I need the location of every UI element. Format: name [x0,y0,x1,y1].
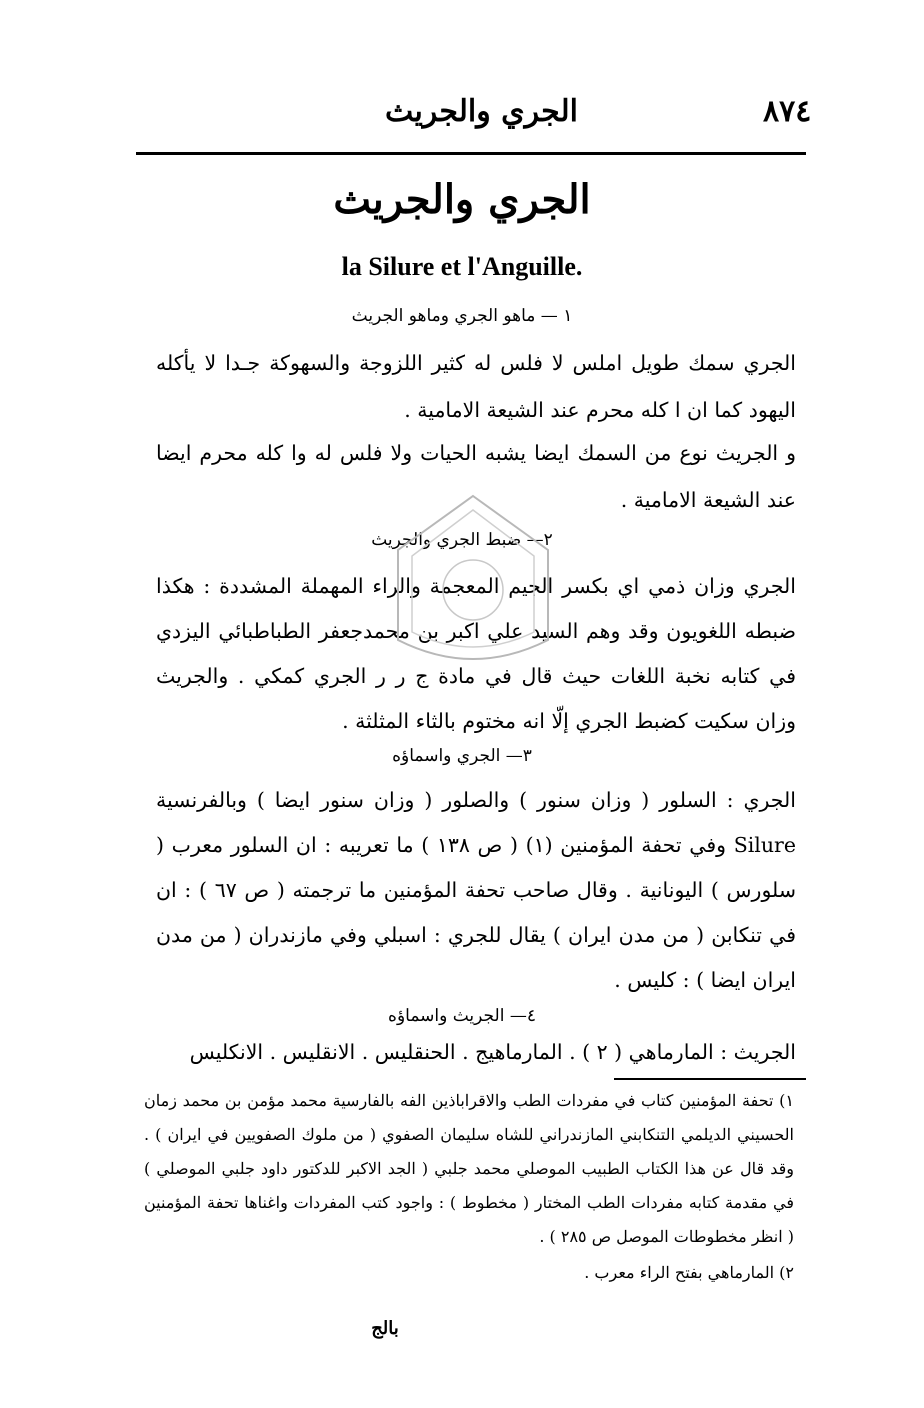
footnote-1: ١) تحفة المؤمنين كتاب في مفردات الطب والاقراباذين الفه بالفارسية محمد مؤمن بن محمد زمان الحسيني الديلمي التنكابني المازندراني للشاه سليمان الصفوي ( من ملوك الصفويين في ايران ) . وقد قال عن هذا الكتاب الطبيب الموصلي محمد جلبي ( الجد الاكبر للدكتور داود جلبي الموصلي ) في مقدمة كتابه مفردات الطب المختار ( مخطوط ) : واجود كتب المفردات واغناها تحفة المؤمنين ( انظر مخطوطات الموصل ص ٢٨٥ ) . [144,1091,794,1246]
library-stamp-watermark [388,490,558,680]
section-4-paragraph: الجريث : المارماهي ( ٢ ) . المارماهيج . الحنقليس . الانقليس . الانكليس [189,1040,796,1064]
footnote-2: ٢) المارماهي بفتح الراء معرب . [584,1263,794,1282]
article-title-arabic: الجري والجريث [333,176,591,223]
section-4-heading: ٤— الجريث واسماؤه [388,1006,536,1026]
page-number: ٨٧٤ [763,94,812,129]
page-signature-mark: بالج [371,1318,399,1339]
section-3-paragraph: الجري : السلور ( وزان سنور ) والصلور ( وزان سنور ايضا ) وبالفرنسية Silure وفي تحفة المؤمنين (١) ( ص ١٣٨ ) ما تعريبه : ان السلور معرب ( سلورس ) اليونانية . وقال صاحب تحفة المؤمنين ما ترجمته ( ص ٦٧ ) : ان في تنكابن ( من مدن ايران ) يقال للجري : اسبلي وفي مازندران ( من مدن ايران ايضا ) : كليس . [156,788,796,992]
section-2-heading: ٢— ضبط الجري والجريث [371,530,553,550]
section-3-heading: ٣— الجري واسماؤه [392,746,532,766]
footnote-divider [614,1078,806,1080]
section-1-paragraph-1: الجري سمك طويل املس لا فلس له كثير اللزوجة والسهوكة جـدا لا يأكله اليهود كما ان ا كله محرم عند الشيعة الامامية . [156,351,796,422]
header-divider [136,152,806,155]
section-2-paragraph: الجري وزان ذمي اي بكسر الجيم المعجمة والراء المهملة المشددة : هكذا ضبطه اللغويون وقد وهم السيد علي اكبر بن محمدجعفر الطباطبائي اليزدي في كتابه نخبة اللغات حيث قال في مادة ج ر ر الجري كمكي . والجريث وزان سكيت كضبط الجري إلّا انه مختوم بالثاء المثلثة . [156,574,796,733]
section-1-paragraph-2: و الجريث نوع من السمك ايضا يشبه الحيات ولا فلس له وا كله محرم ايضا عند الشيعة الامامية . [156,441,796,512]
article-title-french: la Silure et l'Anguille. [341,252,583,281]
running-title: الجري والجريث [385,94,579,129]
section-1-heading: ١ — ماهو الجري وماهو الجريث [351,306,573,326]
